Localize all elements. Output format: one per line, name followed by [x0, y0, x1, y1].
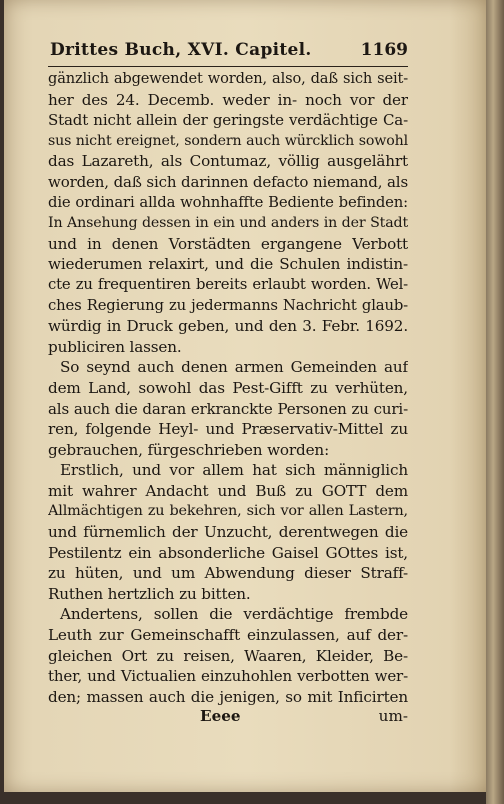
text-line: Stadt nicht allein der geringste verdächtige Ca-: [48, 111, 408, 130]
catchword: um-: [378, 707, 408, 726]
text-line: wiederumen relaxirt, und die Schulen indistin-: [48, 255, 408, 274]
text-line: ren, folgende Heyl- und Præservativ-Mittel zu: [48, 420, 408, 439]
text-line: Erstlich, und vor allem hat sich männiglich: [60, 461, 408, 480]
text-line: publiciren lassen.: [48, 337, 182, 356]
text-line: cte zu frequentiren bereits erlaubt worden. Wel-: [48, 275, 408, 293]
text-line: Allmächtigen zu bekehren, sich vor allen Lastern,: [48, 503, 408, 520]
text-line: als auch die daran erkranckte Personen zu curi-: [48, 399, 408, 418]
body-text: [48, 69, 408, 707]
text-line: den; massen auch die jenigen, so mit Inficirten: [48, 687, 408, 706]
text-line: In Ansehung dessen in ein und anders in der Stadt: [48, 215, 408, 232]
page-footer: [48, 707, 408, 729]
text-line: die ordinari allda wohnhaffte Bediente befinden:: [48, 193, 408, 211]
text-line: gleichen Ort zu reisen, Waaren, Kleider, Be-: [48, 646, 408, 665]
page-number: 1169: [360, 40, 408, 60]
text-line: mit wahrer Andacht und Buß zu GOTT dem: [48, 481, 408, 500]
text-line: sus nicht ereignet, sondern auch würcklich sowohl: [48, 132, 408, 149]
text-line: Ruthen hertzlich zu bitten.: [48, 584, 251, 603]
text-line: her des 24. Decemb. weder in- noch vor der: [48, 90, 408, 109]
text-line: das Lazareth, als Contumaz, völlig ausgelährt: [48, 152, 408, 171]
text-line: worden, daß sich darinnen defacto niemand, als: [48, 172, 408, 191]
text-line: gebrauchen, fürgeschrieben worden:: [48, 440, 330, 459]
signature-mark: Eeee: [200, 707, 241, 726]
running-title: Drittes Buch, XVI. Capitel.: [50, 40, 312, 60]
text-line: zu hüten, und um Abwendung dieser Straff-: [48, 564, 408, 583]
text-line: gänzlich abgewendet worden, also, daß sich seit-: [48, 70, 408, 87]
text-line: dem Land, sowohl das Pest-Gifft zu verhüten,: [48, 378, 408, 397]
text-line: Pestilentz ein absonderliche Gaisel GOttes ist,: [48, 543, 408, 562]
text-line: und in denen Vorstädten ergangene Verbott: [48, 234, 408, 253]
text-line: So seynd auch denen armen Gemeinden auf: [60, 358, 408, 377]
page-edge: [486, 0, 504, 804]
running-header: [48, 40, 408, 66]
text-block: [48, 40, 408, 729]
text-line: ches Regierung zu jedermanns Nachricht glaub-: [48, 296, 408, 314]
text-line: Leuth zur Gemeinschafft einzulassen, auf der-: [48, 626, 408, 645]
book-page: [4, 0, 488, 792]
text-line: ther, und Victualien einzuhohlen verbotten wer-: [48, 667, 408, 686]
header-rule: [48, 66, 408, 67]
text-line: Andertens, sollen die verdächtige frembde: [60, 605, 408, 624]
text-line: würdig in Druck geben, und den 3. Febr. 1692.: [48, 317, 408, 336]
text-line: und fürnemlich der Unzucht, derentwegen die: [48, 523, 408, 542]
